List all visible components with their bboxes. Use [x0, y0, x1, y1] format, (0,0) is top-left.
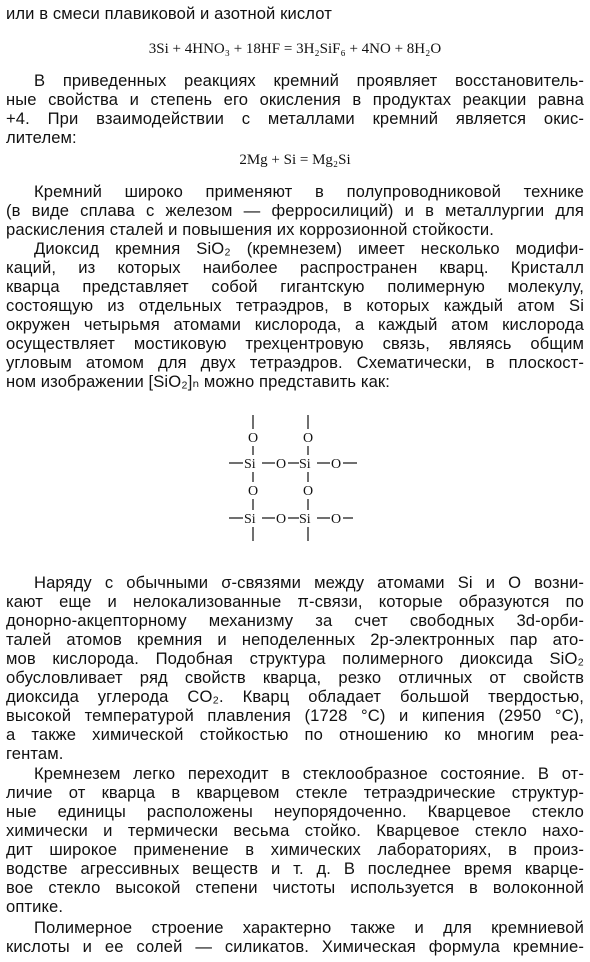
text-line: химически и термически весьма стойко. Кварцевое стекло нахо-: [6, 821, 584, 840]
text-line: личие от кварца в кварцевом стекле тетраэдрические структур-: [6, 783, 584, 802]
text-line: талей атомов кремния и неподеленных 2p-электронных пар ато-: [6, 630, 584, 649]
text-line: водстве агрессивных веществ и т. д. В последнее время кварце-: [6, 859, 584, 878]
text-line: В приведенных реакциях кремний проявляет восстановитель-: [34, 71, 584, 90]
text-line: дит широкое применение в химических лабораториях, в произ-: [6, 840, 584, 859]
text-line: кварца представляет собой гигантскую полимерную молекулу,: [6, 277, 584, 296]
text-line: Наряду с обычными σ-связями между атомами Si и O возни-: [34, 573, 584, 592]
atom-o: O: [276, 457, 287, 472]
text-line: раскисления сталей и повышения их коррозионной стойкости.: [6, 220, 494, 239]
text-line: Кремний широко применяют в полупроводниковой технике: [34, 182, 584, 201]
text-line: Кремнезем легко переходит в стеклообразное состояние. В от-: [34, 764, 584, 783]
text-line: Полимерное строение характерно также и для кремниевой: [34, 918, 584, 937]
text-line: лителем:: [6, 128, 77, 147]
text-line: диоксида углерода CO₂. Кварц обладает большой твердостью,: [6, 687, 584, 706]
text-line: кислоты и ее солей — силикатов. Химическая формула кремние-: [6, 937, 584, 956]
text-line: угловым атомом для двух тетраэдров. Схематически, в плоскост-: [6, 353, 584, 372]
text-line: каций, из которых наиболее распространен кварц. Кристалл: [6, 258, 584, 277]
text-line: Диоксид кремния SiO₂ (кремнезем) имеет несколько модифи-: [34, 239, 584, 258]
text-line: состоящую из отдельных тетраэдров, в которых каждый атом Si: [6, 296, 584, 315]
atom-o: O: [303, 484, 314, 499]
text-line: ные единицы расположены неупорядоченно. Кварцевое стекло: [6, 802, 584, 821]
text-line: осуществляет мостиковую трехцентровую связь, являясь общим: [6, 334, 584, 353]
text-line: а также химической стойкостью по отношению ко многим реа-: [6, 725, 584, 744]
text-line: ные свойства и степень его окисления в продуктах реакции равна: [6, 90, 584, 109]
text-line: оптике.: [6, 897, 64, 916]
equation-nitric-hf: 3Si + 4HNO₃ + 18HF = 3H₂SiF₆ + 4NO + 8H₂O: [148, 41, 442, 57]
text-line: мов кислорода. Подобная структура полимерного диоксида SiO₂: [6, 649, 584, 668]
equation-mg-si: 2Mg + Si = Mg₂Si: [239, 152, 351, 168]
text-line: донорно-акцепторному механизму за счет свободных 3d-орби-: [6, 611, 584, 630]
atom-o: O: [248, 431, 259, 446]
atom-si: Si: [299, 512, 311, 527]
atom-si: Si: [244, 512, 256, 527]
atom-si: Si: [244, 457, 256, 472]
text-line: ном изображении [SiO₂]ₙ можно представить как:: [6, 372, 390, 391]
text-line: гентам.: [6, 744, 64, 763]
atom-o: O: [331, 512, 342, 527]
atom-o: O: [248, 484, 259, 499]
text-line: окружен четырьмя атомами кислорода, а каждый атом кислорода: [6, 315, 584, 334]
text-line: высокой температурой плавления (1728 °C) и кипения (2950 °C),: [6, 706, 584, 725]
atom-o: O: [331, 457, 342, 472]
atom-o: O: [303, 431, 314, 446]
atom-si: Si: [299, 457, 311, 472]
text-line: +4. При взаимодействии с металлами кремний является окис-: [6, 109, 584, 128]
text-line: вое стекло высокой степени чистоты используется в волоконной: [6, 878, 584, 897]
text-line: кают еще и нелокализованные π-связи, которые образуются по: [6, 592, 584, 611]
text-line: или в смеси плавиковой и азотной кислот: [6, 4, 332, 23]
text-line: обусловливает ряд свойств кварца, резко отличных от свойств: [6, 668, 584, 687]
atom-o: O: [276, 512, 287, 527]
sio2-structure-diagram: [215, 415, 375, 555]
text-line: (в виде сплава с железом — ферросилиций) и в металлургии для: [6, 201, 584, 220]
